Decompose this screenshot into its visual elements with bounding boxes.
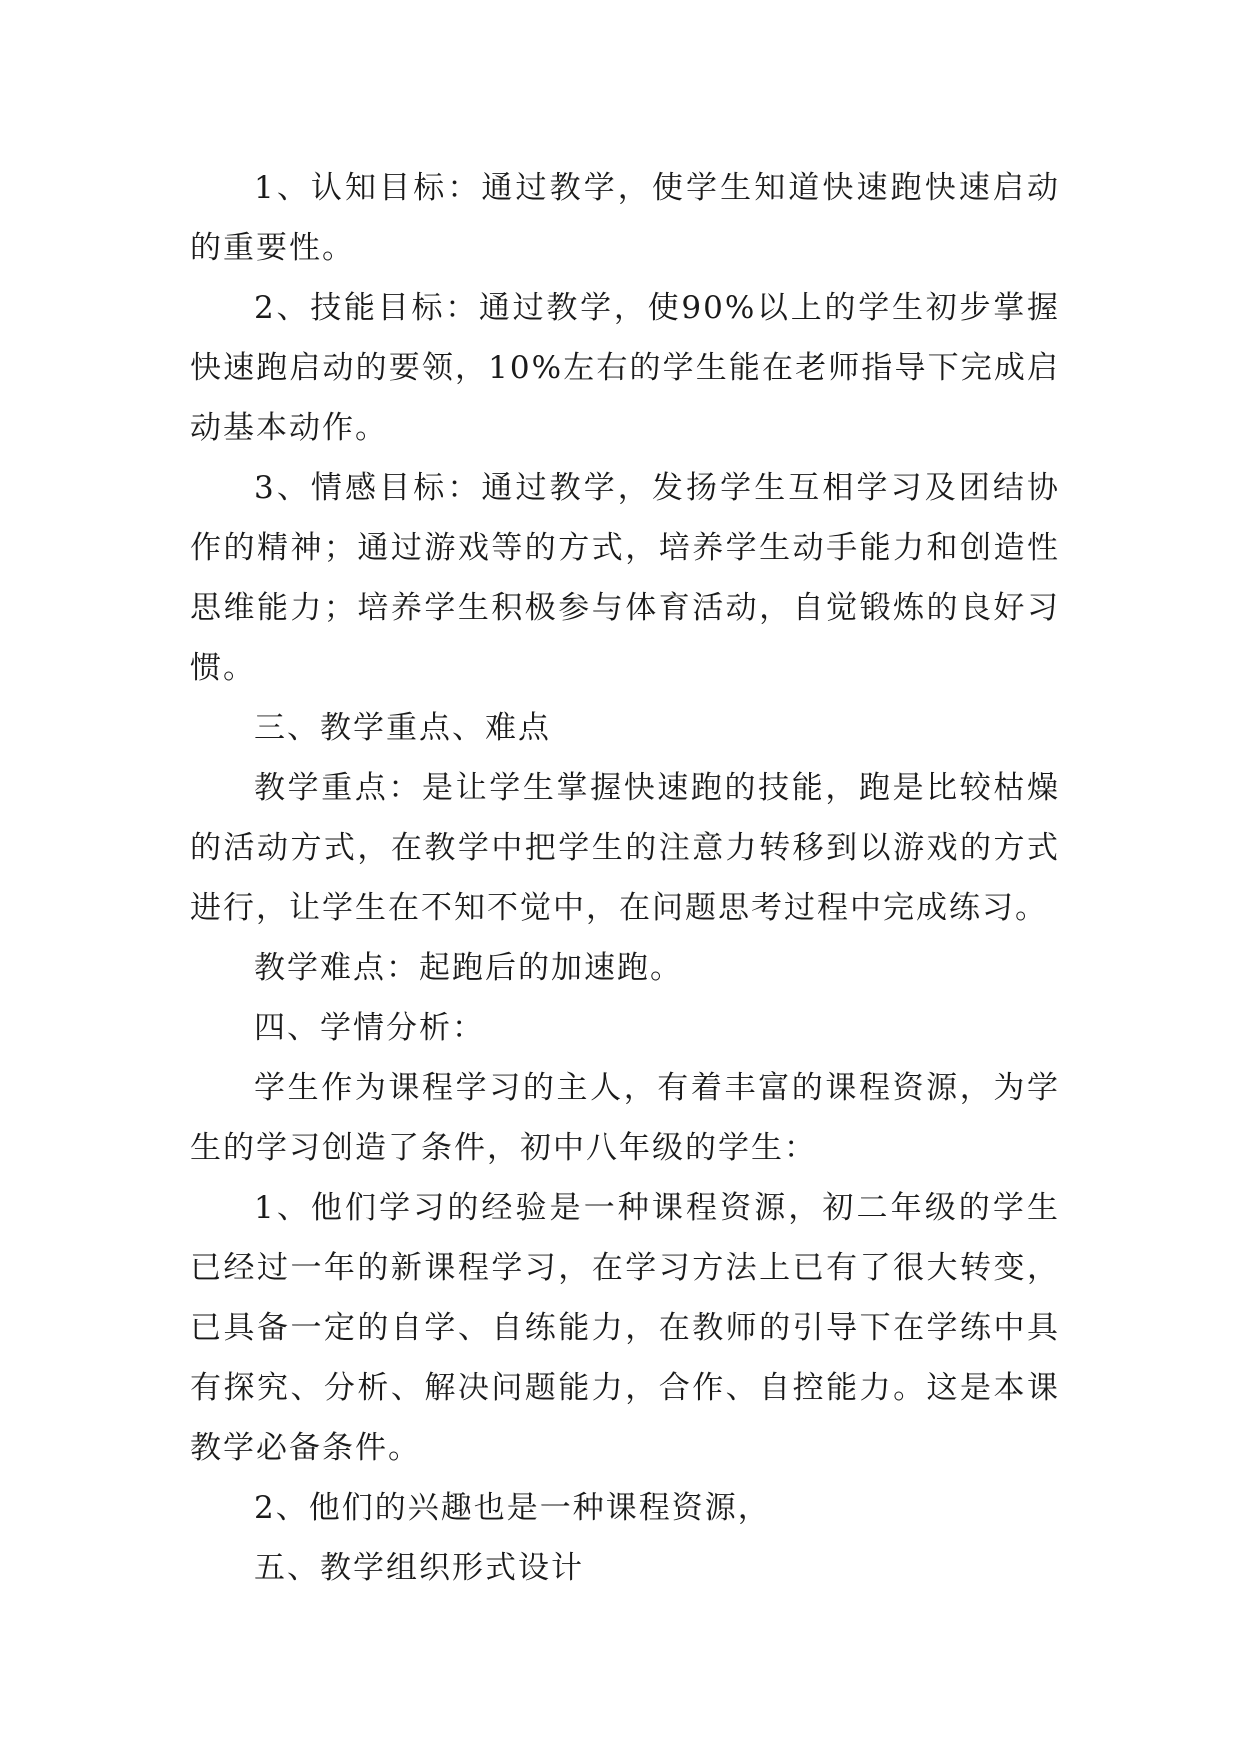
section-heading-organization: 五、教学组织形式设计: [254, 1550, 584, 1586]
paragraph-skill-goal: 2、技能目标：通过教学，使90%以上的学生初步掌握快速跑启动的要领，10%左右的学生能在老师指导下完成启动基本动作。: [190, 290, 1060, 446]
paragraph-teaching-focus: 教学重点：是让学生掌握快速跑的技能，跑是比较枯燥的活动方式，在教学中把学生的注意力转移到以游戏的方式进行，让学生在不知不觉中，在问题思考过程中完成练习。: [190, 770, 1060, 926]
document-body: [190, 158, 1060, 1598]
section-heading-learner-analysis: 四、学情分析：: [254, 1010, 485, 1046]
paragraph-learner-interest: 2、他们的兴趣也是一种课程资源，: [254, 1490, 771, 1526]
paragraph-learner-intro: 学生作为课程学习的主人，有着丰富的课程资源，为学生的学习创造了条件，初中八年级的学生：: [190, 1070, 1060, 1166]
paragraph-teaching-difficulty: 教学难点：起跑后的加速跑。: [254, 950, 683, 986]
section-heading-key-points: 三、教学重点、难点: [254, 710, 551, 746]
paragraph-cognitive-goal: 1、认知目标：通过教学，使学生知道快速跑快速启动的重要性。: [190, 170, 1060, 266]
paragraph-affective-goal: 3、情感目标：通过教学，发扬学生互相学习及团结协作的精神；通过游戏等的方式，培养学生动手能力和创造性思维能力；培养学生积极参与体育活动，自觉锻炼的良好习惯。: [190, 470, 1060, 686]
paragraph-learner-experience: 1、他们学习的经验是一种课程资源，初二年级的学生已经过一年的新课程学习，在学习方法上已有了很大转变，已具备一定的自学、自练能力，在教师的引导下在学练中具有探究、分析、解决问题能力，合作、自控能力。这是本课教学必备条件。: [190, 1190, 1060, 1466]
